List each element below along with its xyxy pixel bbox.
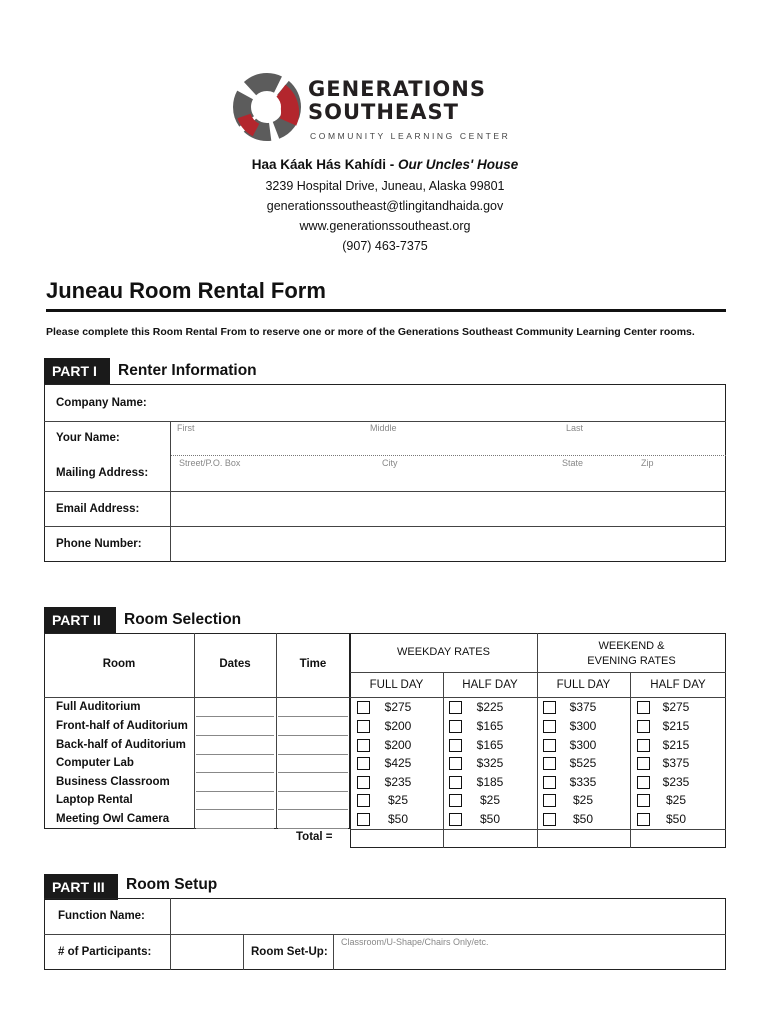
rate-checkbox[interactable] — [543, 813, 556, 826]
org-name — [0, 157, 770, 172]
rate-price: $200 — [384, 719, 412, 733]
rate-price: $335 — [569, 775, 597, 789]
room-name: Back-half of Auditorium — [56, 739, 186, 751]
rate-price: $300 — [569, 719, 597, 733]
room-setup-label: Room Set-Up: — [251, 946, 328, 958]
rate-checkbox[interactable] — [449, 776, 462, 789]
setup-label-divider — [243, 934, 244, 970]
room-dates-field[interactable] — [196, 775, 274, 792]
rate-checkbox[interactable] — [543, 776, 556, 789]
rate-checkbox[interactable] — [357, 794, 370, 807]
rate-checkbox[interactable] — [637, 701, 650, 714]
weekday-half-day-header: HALF DAY — [462, 679, 518, 691]
rate-price: $25 — [387, 793, 409, 807]
mailing-address-field[interactable] — [172, 457, 724, 490]
weekday-full-day-header: FULL DAY — [369, 679, 424, 691]
room-dates-field[interactable] — [196, 700, 274, 717]
rate-checkbox[interactable] — [449, 813, 462, 826]
row-divider-dotted — [170, 455, 726, 456]
rate-checkbox[interactable] — [543, 720, 556, 733]
rate-price: $375 — [569, 700, 597, 714]
rate-price: $200 — [384, 738, 412, 752]
phone-number-field[interactable] — [172, 527, 724, 560]
rate-price: $215 — [662, 738, 690, 752]
room-time-field[interactable] — [278, 738, 348, 755]
middle-name-hint: Middle — [370, 423, 397, 433]
participants-field[interactable] — [172, 936, 241, 968]
label-column-divider — [170, 421, 171, 562]
rate-checkbox[interactable] — [637, 813, 650, 826]
city-hint: City — [382, 458, 398, 468]
rate-price: $165 — [476, 738, 504, 752]
rate-price: $165 — [476, 719, 504, 733]
total-label: Total = — [296, 831, 333, 843]
email-address-field[interactable] — [172, 492, 724, 525]
room-name: Computer Lab — [56, 757, 134, 769]
total-row-divider — [350, 829, 726, 830]
org-name-prefix: Haa Káak Hás Kahídi - — [251, 157, 399, 172]
room-time-field[interactable] — [278, 700, 348, 717]
weekday-rates-header: WEEKDAY RATES — [397, 646, 490, 658]
your-name-label: Your Name: — [56, 432, 120, 444]
rate-checkbox[interactable] — [357, 739, 370, 752]
rate-checkbox[interactable] — [543, 757, 556, 770]
rate-checkbox[interactable] — [357, 720, 370, 733]
weekend-rates-header-2: EVENING RATES — [587, 655, 676, 667]
rate-price: $25 — [572, 793, 594, 807]
org-address: 3239 Hospital Drive, Juneau, Alaska 99801 — [265, 179, 505, 193]
label-column-divider — [170, 898, 171, 970]
room-dates-field[interactable] — [196, 793, 274, 810]
room-name: Front-half of Auditorium — [56, 720, 188, 732]
logo-line-2: SOUTHEAST — [308, 100, 459, 124]
room-name: Meeting Owl Camera — [56, 813, 170, 825]
rate-checkbox[interactable] — [637, 720, 650, 733]
rate-checkbox[interactable] — [357, 813, 370, 826]
rate-price: $325 — [476, 756, 504, 770]
rate-checkbox[interactable] — [637, 739, 650, 752]
form-title: Juneau Room Rental Form — [46, 278, 326, 303]
room-time-field[interactable] — [278, 793, 348, 810]
logo-ring-icon — [232, 72, 302, 142]
org-email: generationssoutheast@tlingitandhaida.gov — [266, 199, 504, 213]
org-phone: (907) 463-7375 — [342, 239, 428, 253]
room-time-field[interactable] — [278, 775, 348, 792]
rate-price: $525 — [569, 756, 597, 770]
mailing-address-label: Mailing Address: — [56, 467, 149, 479]
function-name-field[interactable] — [172, 900, 724, 932]
time-col-header: Time — [299, 658, 327, 670]
rate-checkbox[interactable] — [637, 794, 650, 807]
rate-price: $375 — [662, 756, 690, 770]
rate-checkbox[interactable] — [637, 757, 650, 770]
room-col-header: Room — [102, 658, 136, 670]
part2-tag: PART II — [44, 607, 116, 633]
company-name-field[interactable] — [150, 386, 724, 420]
room-dates-field[interactable] — [196, 756, 274, 773]
rate-checkbox[interactable] — [357, 701, 370, 714]
zip-hint: Zip — [641, 458, 654, 468]
rate-price: $50 — [479, 812, 501, 826]
part3-title: Room Setup — [126, 876, 218, 893]
title-divider — [46, 309, 726, 312]
rate-price: $300 — [569, 738, 597, 752]
street-hint: Street/P.O. Box — [179, 458, 241, 468]
rate-price: $50 — [665, 812, 687, 826]
rate-checkbox[interactable] — [449, 794, 462, 807]
phone-number-label: Phone Number: — [56, 538, 142, 550]
logo-tagline: COMMUNITY LEARNING CENTER — [310, 131, 511, 141]
rate-price: $225 — [476, 700, 504, 714]
room-time-field[interactable] — [278, 756, 348, 773]
part3-tag: PART III — [44, 874, 118, 900]
part1-title: Renter Information — [118, 362, 257, 379]
room-setup-hint: Classroom/U-Shape/Chairs Only/etc. — [341, 937, 489, 947]
rates-header-divider — [350, 672, 726, 673]
room-time-field[interactable] — [278, 719, 348, 736]
rate-checkbox[interactable] — [543, 794, 556, 807]
weekend-half-day-header: HALF DAY — [650, 679, 706, 691]
room-name: Laptop Rental — [56, 794, 133, 806]
rate-checkbox[interactable] — [449, 757, 462, 770]
rate-price: $275 — [384, 700, 412, 714]
part1-tag: PART I — [44, 358, 110, 384]
rate-checkbox[interactable] — [357, 776, 370, 789]
setup-field-divider — [333, 934, 334, 970]
weekend-full-day-header: FULL DAY — [556, 679, 611, 691]
rate-price: $235 — [384, 775, 412, 789]
rate-checkbox[interactable] — [543, 701, 556, 714]
room-dates-field[interactable] — [196, 812, 274, 829]
room-name: Full Auditorium — [56, 701, 141, 713]
room-header-divider — [44, 697, 350, 698]
row-divider — [44, 934, 726, 935]
last-name-hint: Last — [566, 423, 584, 433]
weekend-half-divider — [630, 672, 631, 848]
rate-checkbox[interactable] — [449, 720, 462, 733]
org-name-italic: Our Uncles' House — [398, 157, 519, 172]
participants-label: # of Participants: — [58, 946, 152, 958]
room-dates-field[interactable] — [196, 719, 274, 736]
rate-price: $425 — [384, 756, 412, 770]
room-name: Business Classroom — [56, 776, 170, 788]
state-hint: State — [562, 458, 584, 468]
rate-checkbox[interactable] — [637, 776, 650, 789]
part2-title: Room Selection — [124, 611, 242, 628]
logo-line-1: GENERATIONS — [308, 77, 486, 101]
weekend-rates-header-1: WEEKEND & — [598, 640, 665, 652]
rate-price: $25 — [665, 793, 687, 807]
function-name-label: Function Name: — [58, 910, 145, 922]
rate-price: $235 — [662, 775, 690, 789]
your-name-field[interactable] — [172, 422, 724, 454]
dates-col-header: Dates — [219, 658, 251, 670]
rate-checkbox[interactable] — [449, 701, 462, 714]
room-setup-field[interactable] — [335, 936, 724, 968]
rates-subheader-divider — [350, 697, 726, 698]
email-address-label: Email Address: — [56, 503, 140, 515]
room-time-field[interactable] — [278, 812, 348, 829]
form-intro: Please complete this Room Rental From to reserve one or more of the Generations Southeast Community Learning Center rooms. — [46, 326, 695, 338]
room-dates-field[interactable] — [196, 738, 274, 755]
first-name-hint: First — [177, 423, 195, 433]
rate-price: $25 — [479, 793, 501, 807]
rate-price: $185 — [476, 775, 504, 789]
rate-price: $275 — [662, 700, 690, 714]
rate-price: $50 — [572, 812, 594, 826]
rate-checkbox[interactable] — [449, 739, 462, 752]
rate-price: $50 — [387, 812, 409, 826]
weekday-half-divider — [443, 672, 444, 848]
rate-checkbox[interactable] — [543, 739, 556, 752]
org-website: www.generationssoutheast.org — [299, 219, 471, 233]
rate-checkbox[interactable] — [357, 757, 370, 770]
rate-price: $215 — [662, 719, 690, 733]
company-name-label: Company Name: — [56, 397, 147, 409]
